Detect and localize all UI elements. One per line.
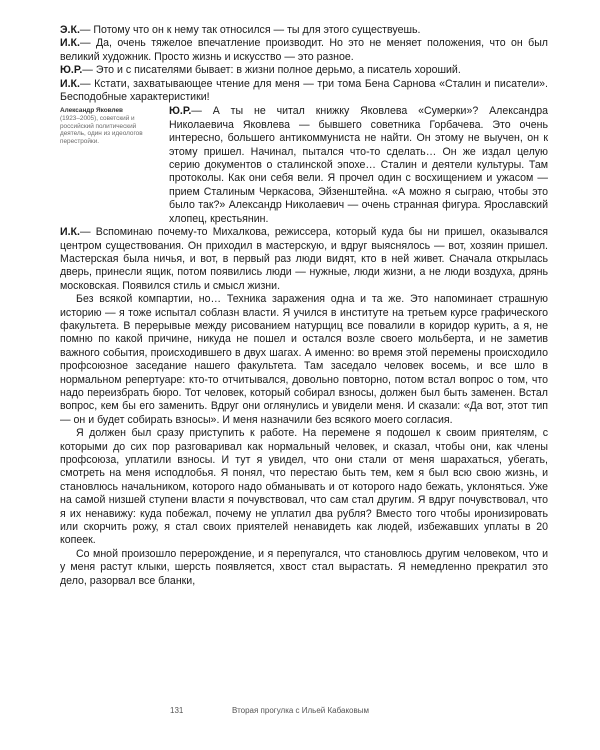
page-footer <box>0 706 600 720</box>
paragraph-9 <box>60 548 548 588</box>
speaker-ik: И.К. <box>60 226 80 239</box>
sidenote-text: (1923–2005), советский и российский политический деятель, один из идеологов перестройки. <box>60 115 143 145</box>
paragraph-text: — Потому что он к нему так относился — ты для этого существуешь. <box>79 24 421 36</box>
speaker-yur: Ю.Р. <box>60 64 83 77</box>
paragraph-text: — Да, очень тяжелое впечатление производит. Но это не меняет положения, что он был великий художник. Просто жизнь и искусство — это разное. <box>60 37 548 63</box>
paragraph-1 <box>60 24 548 37</box>
paragraph-7 <box>60 293 548 427</box>
speaker-ik: И.К. <box>60 77 80 90</box>
paragraph-4 <box>60 78 548 105</box>
paragraph-5 <box>169 105 548 226</box>
page-number: 131 <box>170 706 184 715</box>
paragraph-text: — Вспоминаю почему-то Михалкова, режиссера, который куда бы ни пришел, оказывался центром существования. Он приходил в мастерскую, и вдруг выяснялось — вот, хозяин пришел. Мастерская была ничья, и вот, в первый раз люди видят, кто в ней живет. Сначала открылась дверь, принесли ящик, потом появились люди — нужные, люди жизни, а не люди воздуха, дрянь московская. Появился стиль и смысл жизни. <box>60 226 548 292</box>
paragraph-text: Без всякой компартии, но… Техника заражения одна и та же. Это напоминает страшную историю — я тоже испытал соблазн власти. Я учился в институте на третьем курсе графического факультета. В перерывые между рисованием натурщиц все повалили в коридор курить, а я, не помню по какой причине, никуда не пошел и остался возле своего мольберта, и не заметив важного события, происходившего в двух шагах. А именно: во время этой перемены происходило профсоюзное заседание нашего факультета. Там заседало человек восемь, и все шло в нормальном репертуаре: кто-то отчитывался, довольно повторно, потом встал вопрос о том, что надо переизбрать бюро. Тот человек, который собирал взносы, должен был быть заменен. Встал вопрос, кем бы его заменить. Вдруг они оглянулись и увидели меня. И сказали: «Да вот, этот тип — он и будет собирать взносы». И меня назначили без всякого моего согласия. <box>60 293 548 426</box>
running-title: Вторая прогулка с Ильей Кабаковым <box>232 706 369 715</box>
speaker-ik: И.К. <box>60 37 80 50</box>
speaker-yur: Ю.Р. <box>169 105 192 118</box>
paragraph-6 <box>60 226 548 293</box>
paragraph-text: — А ты не читал книжку Яковлева «Сумерки»? Александра Николаевича Яковлева — бывшего советника Горбачева. Это очень интересно, большего антикоммуниста не найти. Он этому не выучен, он к этому пришел. Начинал, пытался что-то сделать… Он же издал целую серию документов о сталинской эпохе… Сталин и деятели культуры. Там протоколы. Как они себя вели. Я прочел один с восхищением и ужасом — прием Сталиным Черкасова, Эйзенштейна. «А можно я сыграю, чтобы это было так?» Александр Николаевич — очень странная фигура. Ярославский хлопец, крестьянин. <box>169 105 548 225</box>
sidenote <box>60 107 160 145</box>
sidenote-name: Александр Яковлев <box>60 107 123 115</box>
speaker-ek: Э.К. <box>60 24 80 36</box>
paragraph-2 <box>60 37 548 64</box>
paragraph-3 <box>60 64 548 77</box>
paragraph-text: Я должен был сразу приступить к работе. На перемене я подошел к своим приятелям, с которыми до сих пор разговаривал как нормальный человек, и сказал, чтобы они, как члены профсоюза, уплатили взносы. И тут я увидел, что они стали от меня шарахаться, убегать, смотреть на меня исподлобья. Я понял, что перестаю быть тем, кем я был всю свою жизнь, и становлюсь начальником, которого надо обманывать и от которого надо бежать, уклоняться. Уже на самой низшей ступени власти я почувствовал, что сам стал другим. Я вдруг почувствовал, что я их ненавижу: куда побежал, почему не уплатил два рубля? Вместо того чтобы иронизировать или скорчить рожу, я стал своих приятелей ненавидеть как людей, избежавших уплаты в 20 копеек. <box>60 427 548 547</box>
sidenote-block <box>60 105 548 226</box>
paragraph-8 <box>60 427 548 548</box>
paragraph-text: — Это и с писателями бывает: в жизни полное дерьмо, а писатель хороший. <box>82 64 461 77</box>
page-body <box>60 24 548 588</box>
paragraph-text: Со мной произошло перерождение, и я перепугался, что становлюсь другим человеком, что и у меня растут клыки, шерсть появляется, хвост стал вырастать. Я немедленно прекратил это дело, разорвал все бланки, <box>60 547 548 587</box>
paragraph-text: — Кстати, захватывающее чтение для меня — три тома Бена Сарнова «Сталин и писатели». Бесподобные характеристики! <box>60 77 548 104</box>
